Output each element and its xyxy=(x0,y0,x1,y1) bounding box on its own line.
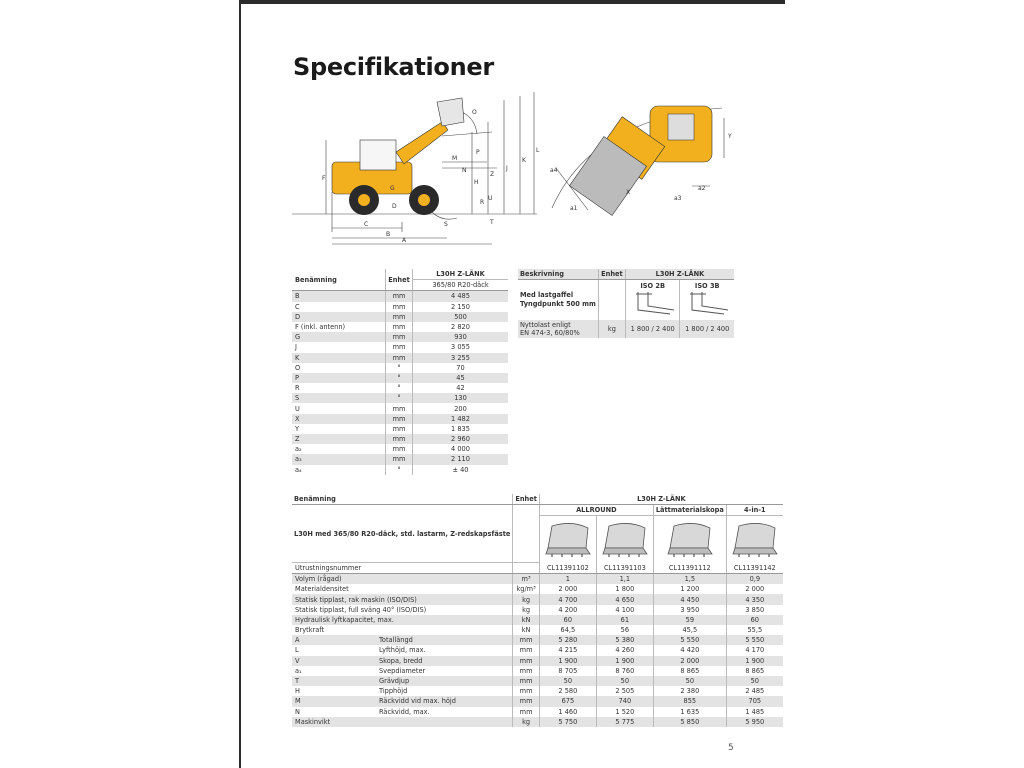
dim-label-J: J xyxy=(506,165,508,172)
row-name: S xyxy=(292,393,386,403)
dim-label-G: G xyxy=(390,185,395,192)
bucket-icon xyxy=(599,518,651,558)
row-value: 1,5 xyxy=(653,574,726,585)
col-header-tires: 365/80 R20-däck xyxy=(413,280,509,291)
row-value: 855 xyxy=(653,696,726,706)
col-header-desc: Beskrivning xyxy=(518,269,598,280)
row-value: 1 520 xyxy=(596,707,653,717)
table-row xyxy=(292,645,783,655)
row-value: 45,5 xyxy=(653,625,726,635)
row-value: 1 485 xyxy=(726,707,783,717)
equip-number: CL11391112 xyxy=(653,562,726,573)
row-name: A xyxy=(292,635,377,645)
row-unit: mm xyxy=(386,312,413,322)
row-sub-name: Räckvidd vid max. höjd xyxy=(377,696,513,706)
col-header-name: Benämning xyxy=(292,494,513,505)
row-value: 5 380 xyxy=(596,635,653,645)
row-unit: ° xyxy=(386,363,413,373)
dim-label-a2: a2 xyxy=(698,185,706,192)
dim-label-H: H xyxy=(474,179,479,186)
row-value: 4 100 xyxy=(596,605,653,615)
row-name: J xyxy=(295,343,297,352)
col-header-name: Benämning xyxy=(292,269,386,291)
payload-description xyxy=(518,320,598,338)
table-row xyxy=(292,322,508,332)
row-value: 61 xyxy=(596,615,653,625)
row-value: 1 900 xyxy=(539,656,596,666)
row-name: a₂ xyxy=(295,445,302,454)
table-row xyxy=(292,584,783,594)
table-row xyxy=(292,707,783,717)
table-row xyxy=(292,363,508,373)
row-unit: ° xyxy=(386,465,413,475)
table-row xyxy=(292,676,783,686)
row-name: a₄ xyxy=(295,465,302,474)
fork-label-2: Tyngdpunkt 500 mm xyxy=(520,300,596,309)
row-name: C xyxy=(295,302,300,311)
loader-side-view-diagram xyxy=(292,92,547,248)
table-row xyxy=(292,444,508,454)
row-value: 1,1 xyxy=(596,574,653,585)
row-value: 705 xyxy=(726,696,783,706)
row-name: B xyxy=(292,291,386,302)
row-unit: kN xyxy=(513,615,540,625)
row-name: M xyxy=(292,696,377,706)
row-value: 5 775 xyxy=(596,717,653,727)
bucket-specs-table xyxy=(292,494,783,727)
col-header-model: L30H Z-LÄNK xyxy=(539,494,782,505)
table-row xyxy=(292,666,783,676)
row-name: Hydraulisk lyftkapacitet, max. xyxy=(292,615,513,625)
bucket-image xyxy=(653,516,726,563)
row-value: 2 380 xyxy=(653,686,726,696)
row-value: 3 055 xyxy=(413,342,509,352)
row-value: 4 215 xyxy=(539,645,596,655)
row-sub-name: Tipphöjd xyxy=(379,687,408,696)
row-value: 5 550 xyxy=(726,635,783,645)
row-value: 1 200 xyxy=(653,584,726,594)
table-row xyxy=(292,594,783,604)
row-name: V xyxy=(292,656,377,666)
iso-3b-label: ISO 3B xyxy=(694,282,720,291)
row-value: 740 xyxy=(596,696,653,706)
row-value: 55,5 xyxy=(726,625,783,635)
table-row xyxy=(292,403,508,413)
row-value: 3 950 xyxy=(653,605,726,615)
table-row xyxy=(292,625,783,635)
table-row xyxy=(292,424,508,434)
row-value: 70 xyxy=(413,363,509,373)
dim-label-S: S xyxy=(444,221,448,228)
row-unit: mm xyxy=(386,342,413,352)
row-unit: mm xyxy=(386,302,413,312)
row-unit: mm xyxy=(513,696,540,706)
col-header-unit: Enhet xyxy=(386,269,413,291)
row-name: Materialdensitet xyxy=(295,585,349,594)
row-name: Statisk tipplast, full sväng 40° (ISO/DIS) xyxy=(295,605,427,614)
row-unit: mm xyxy=(386,353,413,363)
table-row xyxy=(292,291,508,302)
fork-icon xyxy=(630,290,676,316)
fork-icon xyxy=(684,290,730,316)
col-header-model: L30H Z-LÄNK xyxy=(413,269,509,280)
row-unit: mm xyxy=(513,707,540,717)
table-row xyxy=(292,342,508,352)
row-unit: mm xyxy=(513,635,540,645)
col-header-unit: Enhet xyxy=(513,494,540,505)
row-unit: ° xyxy=(386,393,413,403)
bucket-icon xyxy=(729,518,781,558)
table-row xyxy=(292,353,508,363)
equip-number: CL11391103 xyxy=(596,562,653,573)
row-name: H xyxy=(295,687,300,696)
row-value: 4 450 xyxy=(653,594,726,604)
dim-label-B: B xyxy=(386,231,391,238)
row-value: 8 705 xyxy=(539,666,596,676)
row-value: 0,9 xyxy=(726,574,783,585)
group-allround: ALLROUND xyxy=(539,505,653,516)
iso-2b-label: ISO 2B xyxy=(640,282,666,291)
row-unit: mm xyxy=(386,291,413,302)
dim-label-L: L xyxy=(536,147,540,154)
dim-label-a3: a3 xyxy=(674,195,682,202)
table-row xyxy=(292,605,783,615)
table-row xyxy=(292,373,508,383)
row-value: 675 xyxy=(539,696,596,706)
dim-label-A: A xyxy=(402,237,407,244)
row-name: Statisk tipplast, rak maskin (ISO/DIS) xyxy=(292,594,513,604)
row-unit: ° xyxy=(386,373,413,383)
row-unit: kg xyxy=(513,605,540,615)
dim-label-R: R xyxy=(480,199,485,206)
row-unit: mm xyxy=(513,656,540,666)
row-name: X xyxy=(292,414,386,424)
dimensions-table xyxy=(292,269,508,475)
row-unit: mm xyxy=(513,676,540,686)
row-name: L xyxy=(295,646,299,655)
row-unit: mm xyxy=(386,424,413,434)
dim-label-X: X xyxy=(626,189,631,196)
dim-label-O: O xyxy=(472,109,477,116)
payload-label-1: Nyttolast enligt xyxy=(520,321,571,330)
table-row xyxy=(292,383,508,393)
group-light-material: Lättmaterialskopa xyxy=(653,505,726,516)
row-sub-name: Svepdiameter xyxy=(379,666,426,675)
row-value: 2 110 xyxy=(413,454,509,464)
row-value: 8 865 xyxy=(653,666,726,676)
row-unit: mm xyxy=(386,444,413,454)
row-unit: mm xyxy=(386,332,413,342)
row-value: 8 865 xyxy=(726,666,783,676)
bucket-icon xyxy=(664,518,716,558)
table-row xyxy=(292,656,783,666)
row-value: 1 800 xyxy=(596,584,653,594)
row-value: 1 482 xyxy=(413,414,509,424)
row-value: 3 255 xyxy=(413,353,509,363)
row-name: Maskinvikt xyxy=(292,717,513,727)
row-value: 5 550 xyxy=(653,635,726,645)
row-value: 2 000 xyxy=(726,584,783,594)
table-row xyxy=(292,686,783,696)
row-name: N xyxy=(295,707,300,716)
row-value: 4 350 xyxy=(726,594,783,604)
row-value: 45 xyxy=(413,373,509,383)
fork-description xyxy=(518,280,598,321)
left-rule xyxy=(239,0,241,768)
table-row xyxy=(292,635,783,645)
row-value: 5 850 xyxy=(653,717,726,727)
group-4in1: 4-in-1 xyxy=(726,505,783,516)
row-name: Brytkraft xyxy=(295,626,325,635)
equip-number: CL11391142 xyxy=(726,562,783,573)
row-value: 2 960 xyxy=(413,434,509,444)
row-value: 1 900 xyxy=(726,656,783,666)
row-unit: m³ xyxy=(513,574,540,585)
row-value: 2 485 xyxy=(726,686,783,696)
dim-label-C: C xyxy=(364,221,369,228)
table-row xyxy=(292,465,508,475)
top-rule xyxy=(239,0,785,4)
row-value: 8 760 xyxy=(596,666,653,676)
row-name: Z xyxy=(292,434,386,444)
bucket-image xyxy=(539,516,596,563)
row-value: 60 xyxy=(539,615,596,625)
row-name: P xyxy=(292,373,386,383)
row-unit: mm xyxy=(386,322,413,332)
dim-label-Y: Y xyxy=(728,133,732,140)
row-value: 1 460 xyxy=(539,707,596,717)
row-unit: mm xyxy=(513,645,540,655)
row-value: 50 xyxy=(726,676,783,686)
row-value: 2 580 xyxy=(539,686,596,696)
table-row xyxy=(292,302,508,312)
table-row xyxy=(292,414,508,424)
row-name: K xyxy=(292,353,386,363)
row-unit: mm xyxy=(386,414,413,424)
row-value: 1 900 xyxy=(596,656,653,666)
row-unit: kg xyxy=(513,717,540,727)
dim-label-a1: a1 xyxy=(570,205,578,212)
dim-label-F: F xyxy=(322,175,326,182)
row-value: 5 950 xyxy=(726,717,783,727)
equip-number-label: Utrustningsnummer xyxy=(292,562,513,573)
iso-3b-cell xyxy=(680,280,734,321)
row-sub-name: Totallängd xyxy=(377,635,513,645)
row-unit: mm xyxy=(386,454,413,464)
row-value: 50 xyxy=(539,676,596,686)
table-row xyxy=(292,717,783,727)
row-name: O xyxy=(295,363,301,372)
row-unit: kg/m³ xyxy=(513,584,540,594)
table-row xyxy=(292,312,508,322)
row-value: 4 000 xyxy=(413,444,509,454)
payload-iso-3b: 1 800 / 2 400 xyxy=(680,320,734,338)
table-row xyxy=(292,615,783,625)
config-description: L30H med 365/80 R20-däck, std. lastarm, Z-redskapsfäste xyxy=(292,505,513,563)
bucket-image xyxy=(596,516,653,563)
row-value: 4 485 xyxy=(413,291,509,302)
row-value: 2 820 xyxy=(413,322,509,332)
row-value: 200 xyxy=(413,403,509,413)
row-name: Y xyxy=(295,424,300,433)
row-name: a₃ xyxy=(292,454,386,464)
iso-2b-cell xyxy=(625,280,680,321)
col-header-model: L30H Z-LÄNK xyxy=(625,269,734,280)
row-value: 3 850 xyxy=(726,605,783,615)
table-row xyxy=(292,696,783,706)
row-value: 930 xyxy=(413,332,509,342)
row-unit: kg xyxy=(513,594,540,604)
row-name: T xyxy=(292,676,377,686)
row-name: G xyxy=(292,332,386,342)
dim-label-K: K xyxy=(522,157,526,164)
row-value: 4 420 xyxy=(653,645,726,655)
fork-label-1: Med lastgaffel xyxy=(520,291,574,300)
row-value: 4 650 xyxy=(596,594,653,604)
row-unit: mm xyxy=(386,403,413,413)
table-row xyxy=(292,332,508,342)
row-name: U xyxy=(295,404,300,413)
fork-payload-table xyxy=(518,269,734,338)
row-value: 42 xyxy=(413,383,509,393)
row-value: 1 635 xyxy=(653,707,726,717)
row-value: 2 000 xyxy=(539,584,596,594)
row-name: D xyxy=(292,312,386,322)
row-value: 130 xyxy=(413,393,509,403)
row-value: 50 xyxy=(653,676,726,686)
dim-label-M: M xyxy=(452,155,458,162)
row-value: 4 260 xyxy=(596,645,653,655)
payload-iso-2b: 1 800 / 2 400 xyxy=(625,320,680,338)
row-value: 5 750 xyxy=(539,717,596,727)
dim-label-D: D xyxy=(392,203,397,210)
bucket-icon xyxy=(542,518,594,558)
table-row xyxy=(292,434,508,444)
equip-number: CL11391102 xyxy=(539,562,596,573)
payload-unit: kg xyxy=(598,320,625,338)
dim-label-N: N xyxy=(462,167,467,174)
row-value: 2 505 xyxy=(596,686,653,696)
row-value: 1 835 xyxy=(413,424,509,434)
table-row xyxy=(292,393,508,403)
dim-label-T: T xyxy=(490,219,494,226)
row-value: 2 150 xyxy=(413,302,509,312)
row-value: 500 xyxy=(413,312,509,322)
row-unit: mm xyxy=(386,434,413,444)
dim-label-U: U xyxy=(488,195,493,202)
dim-label-Z: Z xyxy=(490,171,495,178)
row-value: 59 xyxy=(653,615,726,625)
row-unit: mm xyxy=(513,686,540,696)
row-value: 4 170 xyxy=(726,645,783,655)
table-row xyxy=(292,454,508,464)
table-row xyxy=(292,574,783,585)
row-value: ± 40 xyxy=(413,465,509,475)
row-name: F (inkl. antenn) xyxy=(295,323,346,332)
row-unit: mm xyxy=(513,666,540,676)
row-name: a₁ xyxy=(295,666,302,675)
row-value: 2 000 xyxy=(653,656,726,666)
row-value: 50 xyxy=(596,676,653,686)
row-sub-name: Skopa, bredd xyxy=(377,656,513,666)
row-value: 4 700 xyxy=(539,594,596,604)
row-value: 1 xyxy=(539,574,596,585)
row-sub-name: Grävdjup xyxy=(377,676,513,686)
row-value: 64,5 xyxy=(539,625,596,635)
dim-label-P: P xyxy=(476,149,480,156)
row-value: 60 xyxy=(726,615,783,625)
page-title: Specifikationer xyxy=(293,53,494,81)
dim-label-a4: a4 xyxy=(550,167,558,174)
bucket-image xyxy=(726,516,783,563)
page-number: 5 xyxy=(728,743,734,753)
row-unit: ° xyxy=(386,383,413,393)
row-unit: kN xyxy=(513,625,540,635)
row-value: 5 280 xyxy=(539,635,596,645)
payload-label-2: EN 474-3, 60/80% xyxy=(520,329,580,338)
row-sub-name: Räckvidd, max. xyxy=(379,707,430,716)
loader-top-view-diagram xyxy=(542,98,738,223)
row-value: 4 200 xyxy=(539,605,596,615)
row-name: Volym (rågad) xyxy=(292,574,513,585)
row-value: 56 xyxy=(596,625,653,635)
row-sub-name: Lyfthöjd, max. xyxy=(379,646,426,655)
row-name: R xyxy=(295,384,300,393)
col-header-unit: Enhet xyxy=(598,269,625,280)
